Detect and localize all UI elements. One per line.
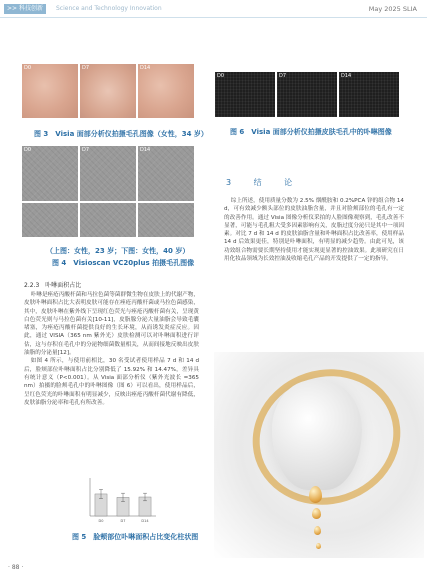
- serum-drop-3: [314, 526, 321, 535]
- fig5-tick-d0: D0: [98, 519, 104, 523]
- left-body-text: [24, 291, 199, 407]
- fig5-bar-chart: [80, 474, 160, 526]
- fig3-photo-d0: [22, 64, 78, 118]
- fig6-photo-d0: [215, 72, 275, 117]
- fig6-label-d0: D0: [217, 73, 225, 79]
- fig4-caption-subject: （上图：女性，23 岁；下图：女性，40 岁）: [46, 247, 190, 255]
- fig4-photo-d7-top: [80, 146, 136, 201]
- fig6-label-d7: D7: [279, 73, 287, 79]
- header-subtitle: Science and Technology Innovation: [56, 5, 162, 12]
- right-paragraph-1: 综上所述，使用质量分数为 2.5% 烟酰胺和 0.2%PCA 锌的组合物 14 d，可有效减少额头部位的皮肤油脂含量，并且对脸颊部位的毛孔有一定的改善作用。通过 Visia 图像分析仪采拍的人脸图像观察到，毛孔改善不显著，可能与毛孔粗大受多因素影响有关，皮脂过度分泌只是其中一项因素。对比 7 d 和 14 d 的皮肤油脂含量和卟啉面积占比改善率，使用样品 14 d 后效果更佳，特别是卟啉面积，有明显的减少趋势。由此可见，该功效组合物需要长期坚持使用才能实现更显著的控油效果。此项研究在日用化妆品领域为长效控油及收缩毛孔产品的开发提供了一定的指导。: [224, 198, 404, 263]
- right-body-text: [224, 197, 404, 263]
- fig6-label-d14: D14: [341, 73, 352, 79]
- face-mask: [272, 380, 362, 490]
- fig5-caption: 图 5 脸颊部位卟啉面积占比变化柱状图: [72, 533, 199, 541]
- page-number: · 88 ·: [8, 564, 24, 571]
- section-title-conclusion: 3 结 论: [226, 178, 303, 187]
- fig5-tick-d14: D14: [141, 519, 149, 523]
- fig6-photo-d7: [277, 72, 337, 117]
- fig4-photo-d14-top: [138, 146, 194, 201]
- serum-drop-2: [312, 508, 321, 519]
- fig3-label-d7: D7: [82, 65, 90, 71]
- serum-drop-1: [309, 486, 322, 503]
- fig3-label-d14: D14: [140, 65, 151, 71]
- subsection-heading: 2.2.3 卟啉面积占比: [24, 282, 82, 289]
- fig4-label-d7: D7: [82, 147, 90, 153]
- fig4-label-d0: D0: [24, 147, 32, 153]
- fig4-label-d14: D14: [140, 147, 151, 153]
- fig6-caption: 图 6 Visia 面部分析仪拍摄皮肤毛孔中的卟啉图像: [230, 128, 392, 136]
- fig3-photo-d7: [80, 64, 136, 118]
- serum-drop-4: [316, 543, 321, 549]
- fig4-photo-d0-bottom: [22, 203, 78, 237]
- fig4-photo-d14-bottom: [138, 203, 194, 237]
- section-tag: >> 科技创新: [4, 4, 46, 14]
- fig3-photo-d14: [138, 64, 194, 118]
- fig6-photo-d14: [339, 72, 399, 117]
- fig3-caption: 图 3 Visia 面部分析仪拍摄毛孔图像（女性，34 岁）: [34, 130, 208, 138]
- left-paragraph-2: 如图 4 所示，与使用前相比，30 名受试者使用样品 7 d 和 14 d 后，脸颊部位卟啉面积占比分别降低了 15.92% 和 14.47%，差异具有统计意义（P<0.001）。从 Visia 面部分析仪（紫外光波长 =365 nm）拍摄的脸颊毛孔中的卟啉图像（图 6）可以看出，使用样品后，呈红色荧光的卟啉面积有明显减少，反映出痤疮丙酸杆菌代谢有降低，皮肤油脂分泌率和毛孔有所改善。: [24, 358, 199, 406]
- fig4-caption: 图 4 Visioscan VC20plus 拍摄毛孔图像: [52, 259, 195, 267]
- fig3-label-d0: D0: [24, 65, 32, 71]
- left-paragraph-1: 卟啉是痤疮丙酸杆菌和马拉色菌等菌群微生物在皮肤上的代谢产物，皮肤卟啉面积占比大表明皮肤可能存在痤疮丙酸杆菌或马拉色菌感染，其中，皮肤卟啉在紫外线下呈现红色荧光与痤疮丙酸杆菌有关，呈现黄白色荧光则与马拉色菌有关[10-11]，皮脂腺分泌大量油脂会导致毛囊堵塞，为痤疮丙酸杆菌提供良好的生长环境，从而诱发炎症反应。因此，通过 VISIA（365 nm 紫外光）皮肤检测可以对卟啉面积进行评估，这与存积在毛孔中的分泌物细菌数量相关，从而间接地反映出皮肤油脂的分泌量[12]。: [24, 292, 199, 357]
- journal-issue: May 2025 SLIA: [368, 5, 417, 13]
- fig5-tick-d7: D7: [120, 519, 126, 523]
- header-divider: [0, 17, 427, 18]
- fig4-photo-d0-top: [22, 146, 78, 201]
- fig4-photo-d7-bottom: [80, 203, 136, 237]
